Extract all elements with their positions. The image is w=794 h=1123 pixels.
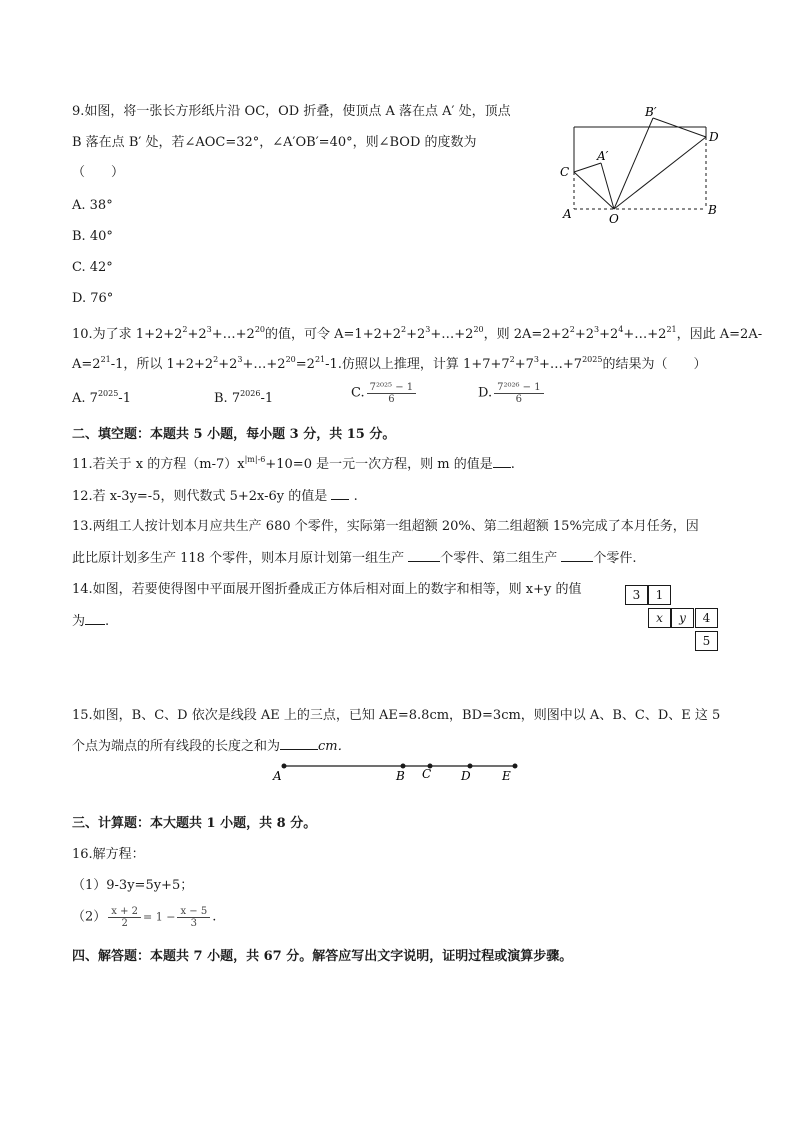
q10-option-d: D. $\frac{\text{7²⁰²⁶ − 1}}{6}$ bbox=[478, 382, 546, 405]
q10-option-b: B. $7^{2026}-1$ bbox=[214, 389, 274, 406]
q9-label-bprime: B′ bbox=[645, 105, 657, 119]
q11: 11.若关于 x 的方程$(m-7)x^{|m|-6}+10=0$ 是一元一次方程，则 m 的值是 . bbox=[72, 455, 515, 472]
net-cell: 4 bbox=[695, 608, 718, 628]
q9-label-d: D bbox=[709, 130, 719, 144]
net-cell: y bbox=[671, 608, 694, 628]
q10-c-numerator: 7²⁰²⁵ − 1 bbox=[367, 382, 417, 394]
q9-label-a: A bbox=[563, 207, 572, 221]
q15-point-b: B bbox=[396, 769, 405, 783]
net-cell: 5 bbox=[695, 631, 718, 651]
q15-point-e: E bbox=[502, 769, 511, 783]
q15-line2: 个点为端点的所有线段的长度之和为 cm． bbox=[72, 739, 351, 754]
q9-option-a: A. 38° bbox=[72, 198, 113, 213]
q9-option-b: B. 40° bbox=[72, 229, 113, 244]
q13-line2: 此比原计划多生产 118 个零件，则本月原计划第一组生产 个零件、第二组生产 个零件. bbox=[72, 551, 637, 566]
q10-option-a: A. $7^{2025}-1$ bbox=[72, 389, 131, 406]
q14-blank bbox=[85, 612, 105, 625]
q10-option-c: C. $\frac{\text{7²⁰²⁵ − 1}}{6}$ bbox=[351, 382, 418, 405]
section-2-heading: 二、填空题：本题共 5 小题，每小题 3 分，共 15 分。 bbox=[72, 427, 396, 442]
q15-point-c: C bbox=[422, 767, 432, 781]
q9-option-c: C. 42° bbox=[72, 260, 113, 275]
q12: 12.若 x-3y=-5，则代数式 5+2x-6y 的值是 . bbox=[72, 489, 358, 504]
q10-d-numerator: 7²⁰²⁶ − 1 bbox=[494, 382, 544, 394]
section-4-heading: 四、解答题：本题共 7 小题，共 67 分。解答应写出文字说明，证明过程或演算步骤。 bbox=[72, 949, 573, 964]
q9-line1: 9.如图，将一张长方形纸片沿 OC，OD 折叠，使顶点 A 落在点 A′ 处，顶点 bbox=[72, 104, 511, 119]
q14-line1: 14.如图，若要使得图中平面展开图折叠成正方体后相对面上的数字和相等，则 x+y 的值 bbox=[72, 582, 582, 597]
q9-option-d: D. 76° bbox=[72, 291, 114, 306]
q16-part1: （1）9-3y=5y+5； bbox=[72, 878, 194, 893]
q13-line1: 13.两组工人按计划本月应共生产 680 个零件，实际第一组超额 20%、第二组超额 15%完成了本月任务，因 bbox=[72, 519, 699, 534]
q10-line2: $A=2^{21}-1$，所以 $1+2+2^2+2^3+\dots+2^{20}=2^{21}-1$.仿照以上推理，计算 $1+7+7^2+7^3+\dots+7^{2025}$的结果为（ ） bbox=[72, 355, 707, 372]
q13-blank-2 bbox=[561, 549, 593, 562]
q16-title: 16.解方程： bbox=[72, 847, 145, 862]
q13-blank-1 bbox=[408, 549, 440, 562]
section-3-heading: 三、计算题：本大题共 1 小题，共 8 分。 bbox=[72, 816, 317, 831]
q16-part2: （2） $\frac{x + 2}{2}$ = 1 − $\frac{x - 5}{3}$ . bbox=[72, 906, 217, 929]
q11-blank bbox=[493, 455, 511, 468]
q15-point-d: D bbox=[461, 769, 471, 783]
q15-blank bbox=[280, 737, 318, 750]
q10-line1: 10.为了求 $1+2+2^2+2^3+\dots+2^{20}$的值，可令 $A=1+2+2^2+2^3+\dots+2^{20}$，则 $2A=2+2^2+2^3+2^4+\dots+2^{21}$，因此 A=2A- bbox=[72, 325, 763, 342]
q15-line1: 15.如图，B、C、D 依次是线段 AE 上的三点，已知 AE=8.8cm，BD=3cm，则图中以 A、B、C、D、E 这 5 bbox=[72, 708, 721, 723]
q9-label-o: O bbox=[609, 212, 619, 226]
q9-label-c: C bbox=[560, 165, 570, 179]
net-cell: x bbox=[648, 608, 671, 628]
q14-line2: 为 . bbox=[72, 614, 110, 629]
q9-figure bbox=[555, 100, 730, 230]
q12-blank bbox=[331, 487, 349, 500]
q15-point-a: A bbox=[273, 769, 282, 783]
q9-label-b: B bbox=[708, 203, 717, 217]
q9-label-aprime: A′ bbox=[597, 149, 609, 163]
q10-c-denominator: 6 bbox=[388, 394, 395, 405]
q10-d-denominator: 6 bbox=[515, 394, 523, 405]
q9-line2: B 落在点 B′ 处，若∠AOC=32°，∠A′OB′=40°，则∠BOD 的度数为 bbox=[72, 135, 477, 150]
net-cell: 1 bbox=[648, 585, 671, 605]
net-cell: 3 bbox=[625, 585, 648, 605]
q15-segment-figure bbox=[265, 758, 530, 786]
q9-paren: （ ） bbox=[72, 165, 125, 180]
